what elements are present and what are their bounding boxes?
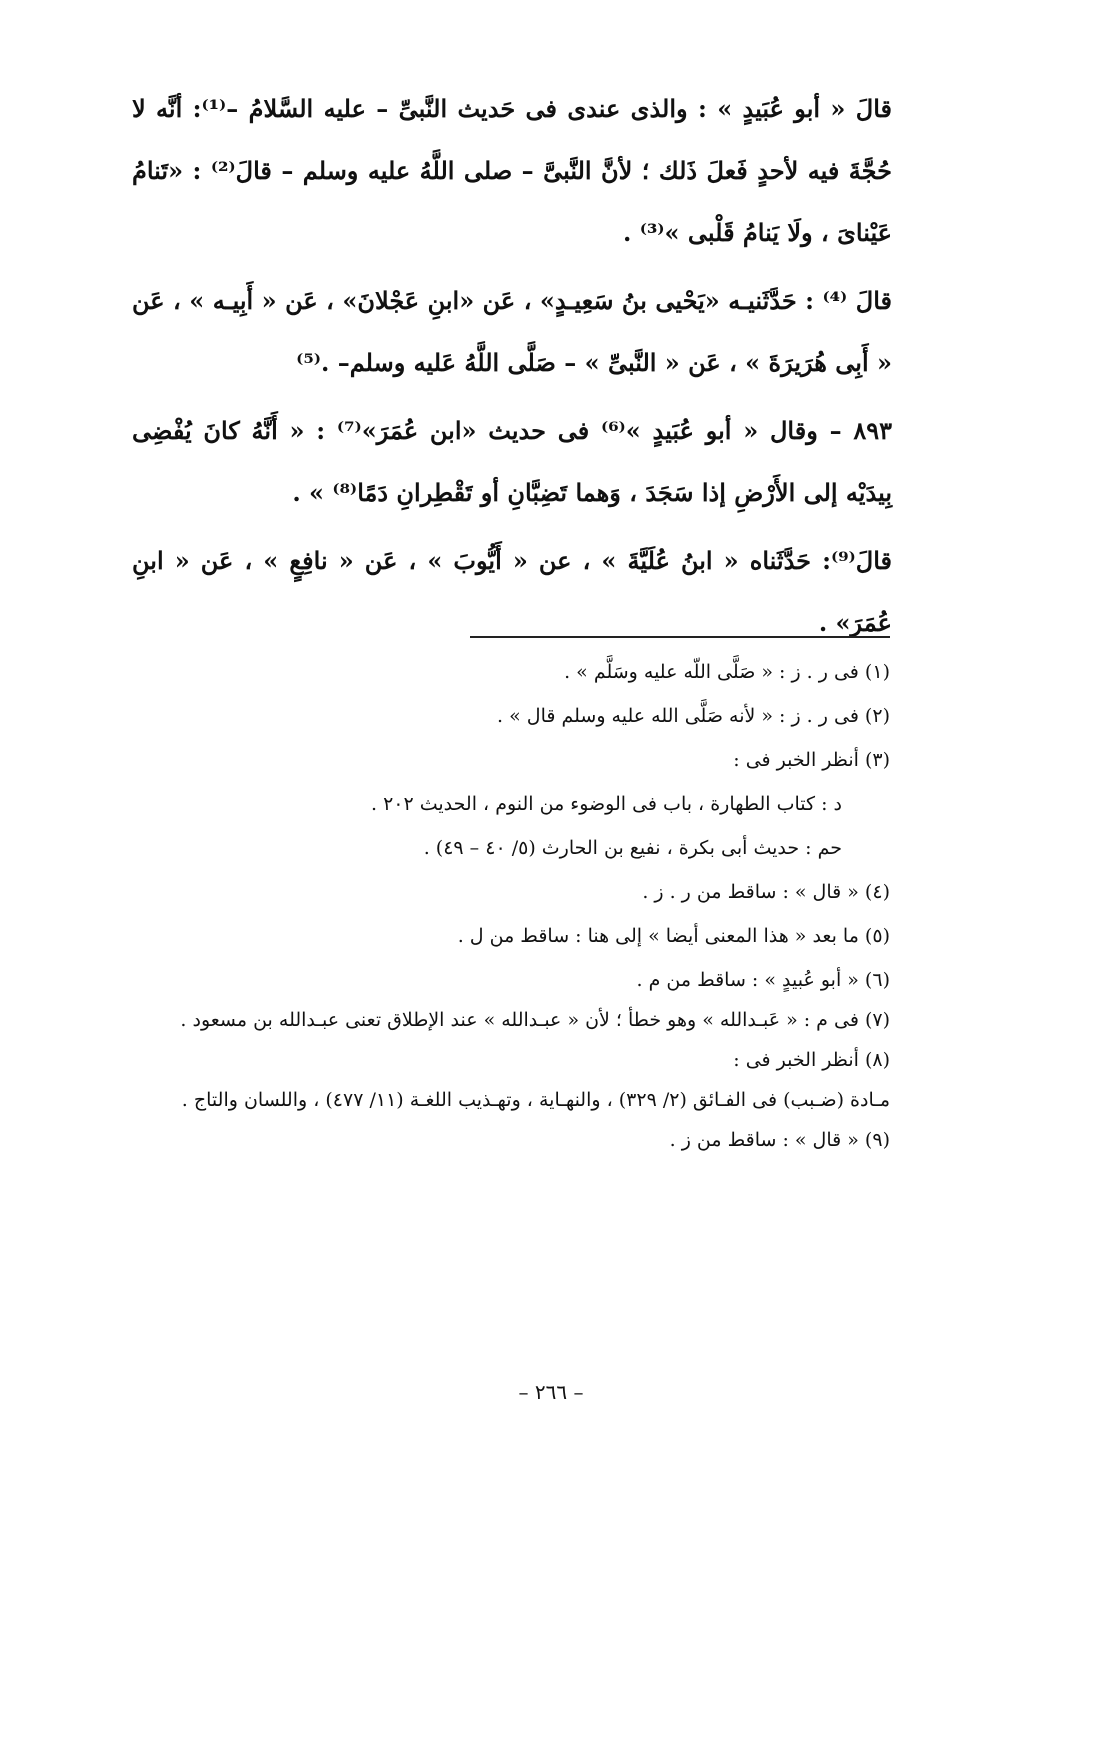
paragraph-2: قالَ ⁽⁴⁾ : حَدَّثَنيـه «يَحْيى بنُ سَعِيـدٍ» ، عَن «ابنِ عَجْلانَ» ، عَن « أَبِيـه » ، عَن « أَبِى هُرَيرَةَ » ، عَن « النَّبىِّ » – صَلَّى اللَّهُ عَليه وسلم– .⁽⁵⁾ <box>132 286 892 377</box>
footnote-3: (٣) أنظر الخبر فى : <box>733 749 890 771</box>
page-number: – ٢٦٦ – <box>518 1380 584 1404</box>
paragraph-3: ٨٩٣ – وقال « أبو عُبَيدٍ »⁽⁶⁾ فى حديث «ابن عُمَرَ»⁽⁷⁾ : « أَنَّهُ كانَ يُفْضِى بِيدَيْه إلى الأَرْضِ إذا سَجَدَ ، وَهما تَضِبَّانِ أو تَقْطِرانِ دَمًا⁽⁸⁾ » . <box>132 416 892 507</box>
footnote-2: (٢) فى ر . ز : « لأنه صَلَّى الله عليه وسلم قال » . <box>497 705 890 727</box>
footnote-8: (٨) أنظر الخبر فى : <box>733 1049 890 1071</box>
footnote-3-source-1: د : كتاب الطهارة ، باب فى الوضوء من النوم ، الحديث ٢٠٢ . <box>370 793 842 815</box>
footnote-6: (٦) « أبو عُبيدٍ » : ساقط من م . <box>636 969 890 991</box>
footnote-divider <box>470 636 890 638</box>
footnote-9: (٩) « قال » : ساقط من ز . <box>669 1129 890 1151</box>
main-text-block <box>132 78 892 660</box>
footnote-5: (٥) ما بعد « هذا المعنى أيضا » إلى هنا : ساقط من ل . <box>457 925 890 947</box>
footnotes-block <box>130 650 890 1162</box>
paragraph-1: قالَ « أبو عُبَيدٍ » : والذى عندى فى حَديث النَّبىِّ – عليه السَّلامُ –⁽¹⁾: أنَّه لا حُجَّةَ فيه لأحدٍ فَعلَ ذَلك ؛ لأنَّ النَّبىَّ – صلى اللَّهُ عليه وسلم – قالَ⁽²⁾ : «تَنامُ عَيْناىَ ، ولَا يَنامُ قَلْبى »⁽³⁾ . <box>132 94 892 247</box>
footnote-1: (١) فى ر . ز : « صَلَّى اللّه عليه وسَلَّم » . <box>564 661 890 683</box>
paragraph-4: قالَ⁽⁹⁾: حَدَّثَناه « ابنُ عُلَيَّةَ » ، عن « أَيُّوبَ » ، عَن « نافِعٍ » ، عَن « ابنِ عُمَرَ» . <box>132 546 892 637</box>
footnote-4: (٤) « قال » : ساقط من ر . ز . <box>642 881 890 903</box>
footnote-7: (٧) فى م : « عَبـدالله » وهو خطأ ؛ لأن « عبـدالله » عند الإطلاق تعنى عبـدالله بن مسعود . <box>180 1009 890 1031</box>
footnote-3-source-2: حم : حديث أبى بكرة ، نفيع بن الحارث (٥/ ٤٠ – ٤٩) . <box>423 837 842 859</box>
footnote-8-source: مـادة (ضـبب) فى الفـائق (٢/ ٣٢٩) ، والنهـاية ، وتهـذيب اللغـة (١١/ ٤٧٧) ، واللسان والتاج . <box>181 1089 890 1111</box>
